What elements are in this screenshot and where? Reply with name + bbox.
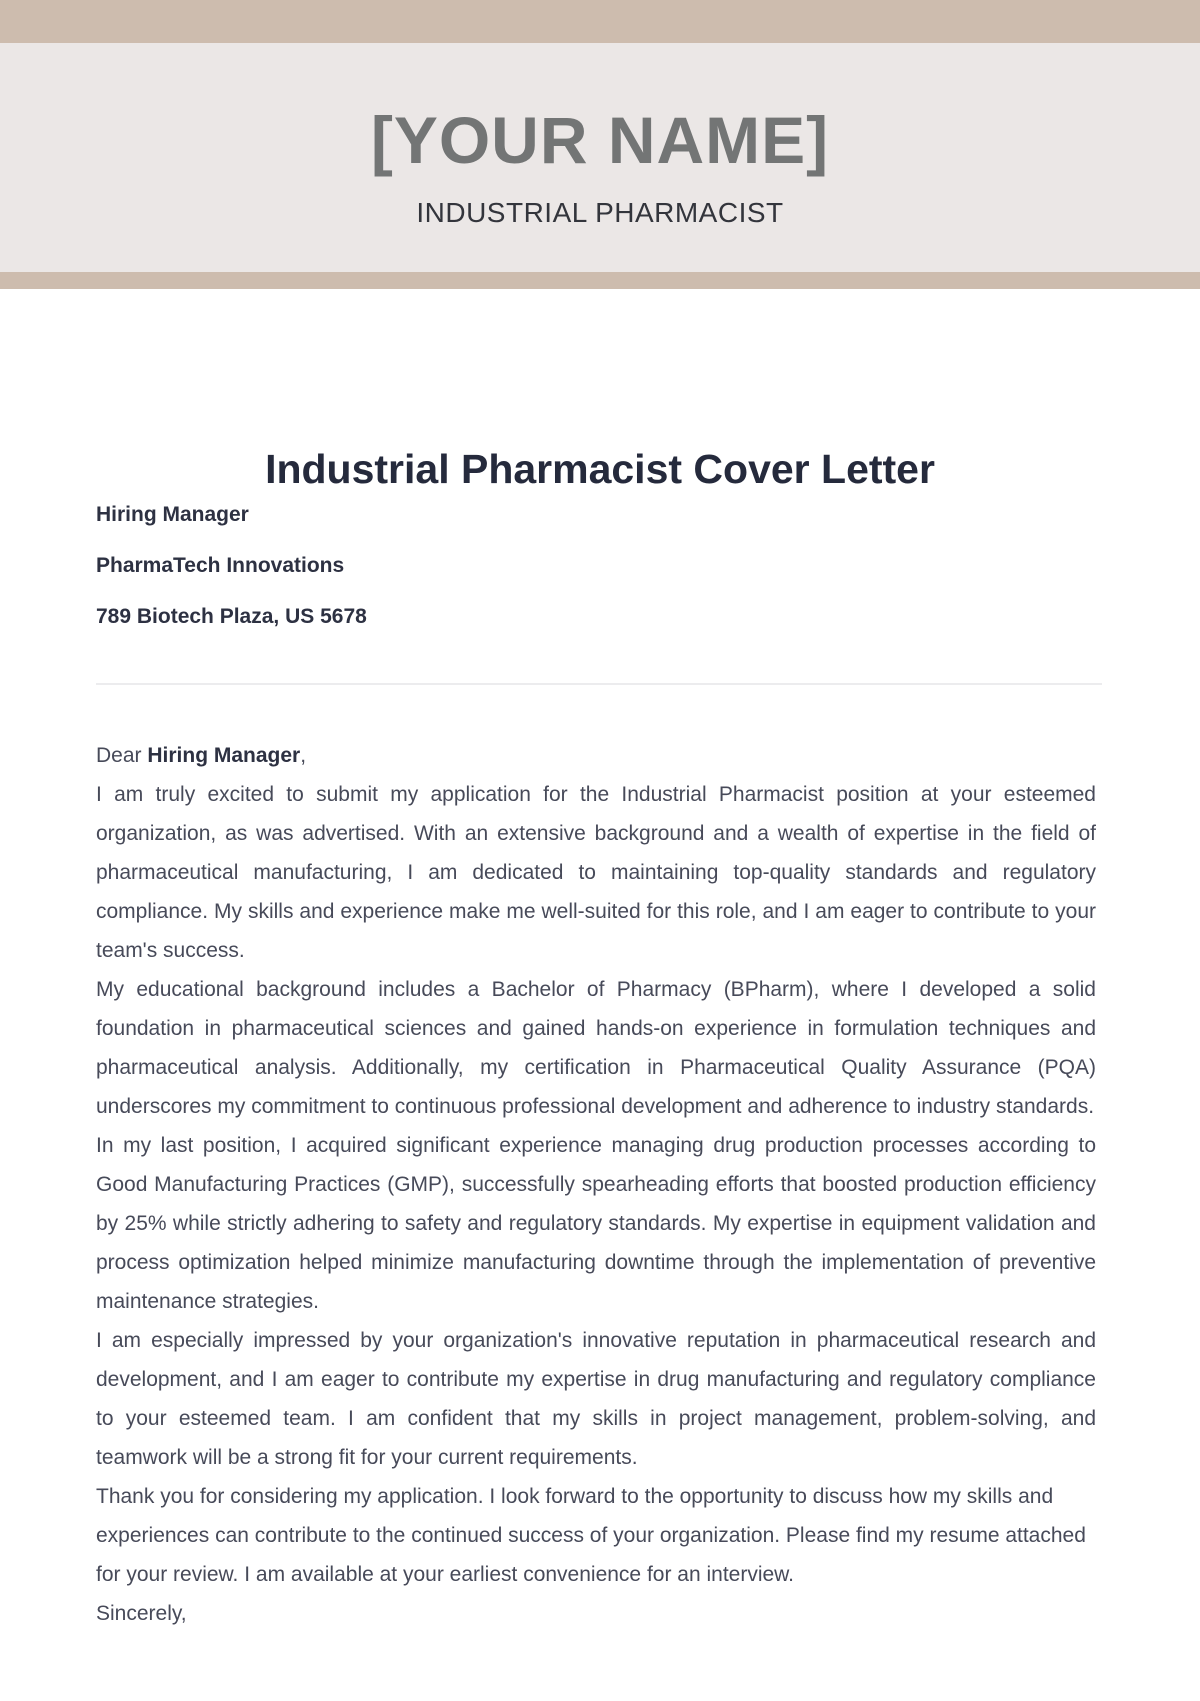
salutation-suffix: , xyxy=(300,744,307,767)
salutation xyxy=(96,736,1096,775)
recipient-contact: Hiring Manager xyxy=(96,503,249,526)
header-bottom-band xyxy=(0,272,1200,289)
section-divider xyxy=(96,683,1102,685)
letter-body xyxy=(96,736,1096,1633)
document-title: Industrial Pharmacist Cover Letter xyxy=(265,446,935,492)
letter-paragraph-education: My educational background includes a Bachelor of Pharmacy (BPharm), where I developed a solid foundation in pharmaceutical sciences and gained hands-on experience in formulation techniques and pharmaceutical analysis. Additionally, my certification in Pharmaceutical Quality Assurance (PQA) underscores my commitment to continuous professional development and adherence to industry standards. xyxy=(96,978,1096,1118)
recipient-company: PharmaTech Innovations xyxy=(96,554,345,577)
letter-closing: Sincerely, xyxy=(96,1602,187,1625)
header-top-band xyxy=(0,0,1200,43)
salutation-prefix: Dear xyxy=(96,744,148,767)
applicant-name: [YOUR NAME] xyxy=(370,103,830,177)
salutation-name: Hiring Manager xyxy=(147,744,301,767)
recipient-address: 789 Biotech Plaza, US 5678 xyxy=(96,605,367,628)
letter-paragraph-thanks: Thank you for considering my application. I look forward to the opportunity to discuss how my skills and experiences can contribute to the continued success of your organization. Please find my resume attached for your review. I am available at your earliest convenience for an interview. xyxy=(96,1485,1086,1586)
letter-paragraph-intro: I am truly excited to submit my application for the Industrial Pharmacist position at your esteemed organization, as was advertised. With an extensive background and a wealth of expertise in the field of pharmaceutical manufacturing, I am dedicated to maintaining top-quality standards and regulatory compliance. My skills and experience make me well-suited for this role, and I am eager to contribute to your team's success. xyxy=(96,783,1096,962)
letter-paragraph-interest: I am especially impressed by your organization's innovative reputation in pharmaceutical research and development, and I am eager to contribute my expertise in drug manufacturing and regulatory compliance to your esteemed team. I am confident that my skills in project management, problem-solving, and teamwork will be a strong fit for your current requirements. xyxy=(96,1329,1096,1469)
applicant-role: INDUSTRIAL PHARMACIST xyxy=(416,197,784,228)
letter-paragraph-experience: In my last position, I acquired significant experience managing drug production processes according to Good Manufacturing Practices (GMP), successfully spearheading efforts that boosted production efficiency by 25% while strictly adhering to safety and regulatory standards. My expertise in equipment validation and process optimization helped minimize manufacturing downtime through the implementation of preventive maintenance strategies. xyxy=(96,1134,1096,1313)
